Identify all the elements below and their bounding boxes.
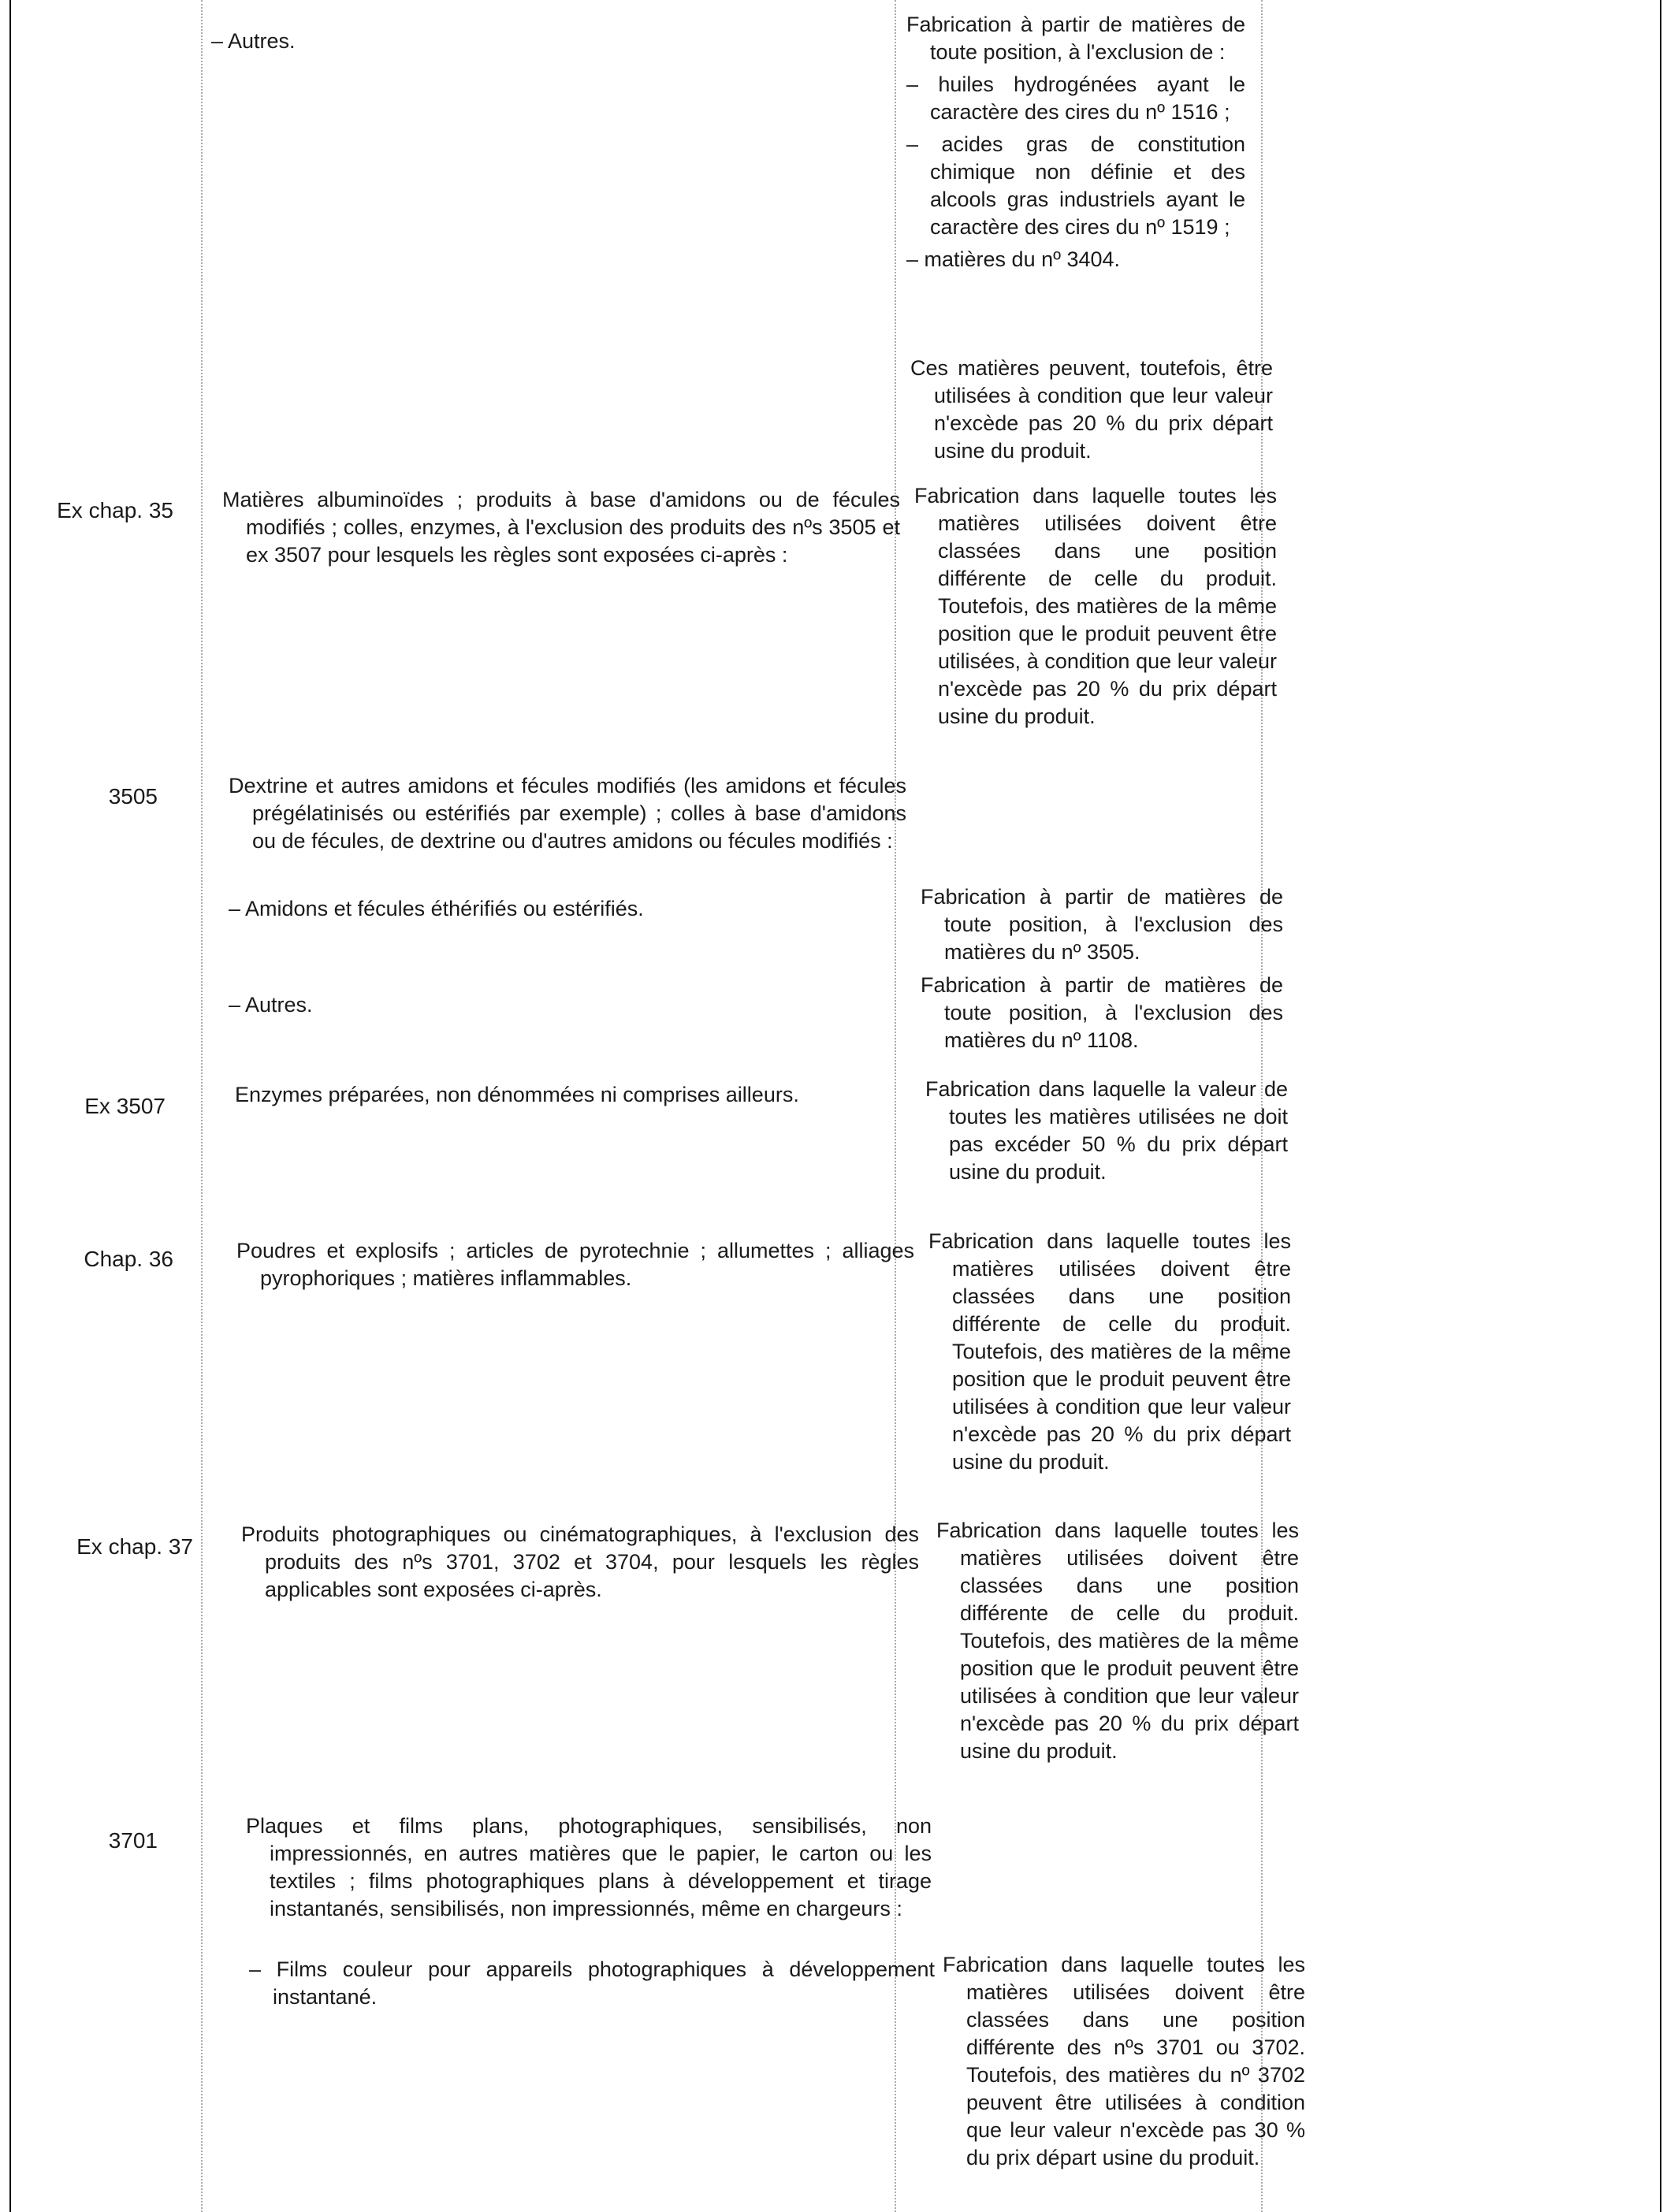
sub-rule: Fabrication dans laquelle toutes les matières utilisées doivent être classées dans une position différente des nºs 3701 ou 3702. Toutefois, des matières du nº 3702 peuvent être utilisées à condition que leur valeur n'excède pas 30 % du prix départ usine du produit. [943,1953,1305,2169]
designation-cell: Matières albuminoïdes ; produits à base d'amidons ou de fécules modifiés ; colles, enzymes, à l'exclusion des produits des nºs 3505 et ex 3507 pour lesquels les règles sont exposées ci-après : [222,488,900,567]
right-page-border [1660,0,1661,2212]
designation-cell: Plaques et films plans, photographiques, sensibilisés, non impressionnés, en autres matières que le papier, le carton ou les textiles ; films photographiques plans à développement et tirage instantanés, sensibilisés, non impressionnés, même en chargeurs : [246,1814,932,1920]
code-cell: Ex chap. 37 [76,1534,193,1559]
sub-designation: – Amidons et fécules éthérifiés ou estérifiés. [229,897,644,920]
rule-list-item: – matières du nº 3404. [906,247,1121,271]
rule-note: Ces matières peuvent, toutefois, être utilisées à condition que leur valeur n'excède pas 20 % du prix départ usine du produit. [910,356,1273,463]
left-page-border [9,0,11,2212]
rule-cell [906,11,1245,273]
designation-cell: Enzymes préparées, non dénommées ni comprises ailleurs. [235,1083,799,1106]
column-divider-code [201,0,203,2212]
code-cell: Ex 3507 [84,1094,166,1118]
code-cell: Chap. 36 [84,1247,173,1271]
rule-cell: Fabrication dans laquelle la valeur de toutes les matières utilisées ne doit pas excéder 50 % du prix départ usine du produit. [925,1077,1288,1184]
rule-intro: Fabrication à partir de matières de toute position, à l'exclusion de : [906,13,1245,64]
rule-cell: Fabrication dans laquelle toutes les matières utilisées doivent être classées dans une position différente de celle du produit. Toutefois, des matières de la même position que le produit peuvent être utilisées à condition que leur valeur n'excède pas 20 % du prix départ usine du produit. [936,1519,1299,1763]
rule-list-item: – huiles hydrogénées ayant le caractère des cires du nº 1516 ; [906,72,1245,124]
designation-cell: Dextrine et autres amidons et fécules modifiés (les amidons et fécules prégélatinisés ou estérifiés par exemple) ; colles à base d'amidons ou de fécules, de dextrine ou d'autres amidons ou fécules modifiés : [229,774,906,853]
code-cell: Ex chap. 35 [57,498,173,522]
code-cell: 3505 [108,784,158,809]
sub-rule: Fabrication à partir de matières de toute position, à l'exclusion des matières du nº 1108. [921,973,1283,1052]
designation-cell: Poudres et explosifs ; articles de pyrotechnie ; allumettes ; alliages pyrophoriques ; matières inflammables. [236,1239,914,1290]
sub-designation: – Autres. [229,993,313,1017]
sub-designation: – Films couleur pour appareils photographiques à développement instantané. [249,1957,935,2009]
designation-cell: Produits photographiques ou cinématographiques, à l'exclusion des produits des nºs 3701, 3702 et 3704, pour lesquels les règles applicables sont exposées ci-après. [241,1522,919,1601]
designation-cell: – Autres. [211,29,296,53]
code-cell: 3701 [108,1828,158,1853]
rule-list-item: – acides gras de constitution chimique non définie et des alcools gras industriels ayant le caractère des cires du nº 1519 ; [906,132,1245,239]
rule-cell: Fabrication dans laquelle toutes les matières utilisées doivent être classées dans une position différente de celle du produit. Toutefois, des matières de la même position que le produit peuvent être utilisées à condition que leur valeur n'excède pas 20 % du prix départ usine du produit. [928,1229,1291,1474]
sub-rule: Fabrication à partir de matières de toute position, à l'exclusion des matières du nº 3505. [921,885,1283,964]
rule-cell: Fabrication dans laquelle toutes les matières utilisées doivent être classées dans une position différente de celle du produit. Toutefois, des matières de la même position que le produit peuvent être utilisées, à condition que leur valeur n'excède pas 20 % du prix départ usine du produit. [914,484,1277,728]
